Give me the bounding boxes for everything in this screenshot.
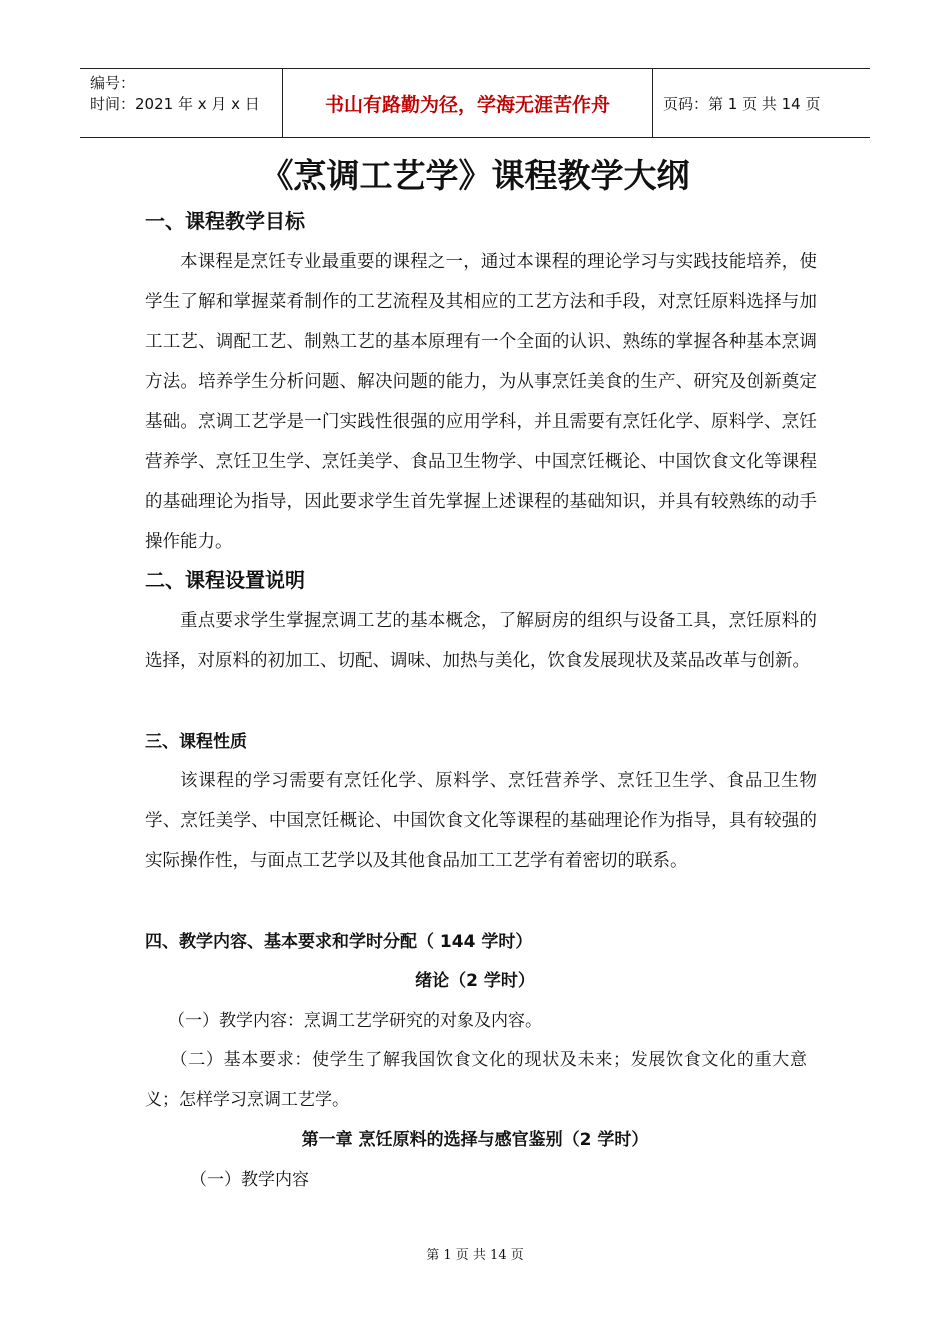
section-heading-setup: 二、课程设置说明 — [145, 568, 305, 592]
section-body-objectives: 本课程是烹饪专业最重要的课程之一，通过本课程的理论学习与实践技能培养，使学生了解和掌握菜肴制作的工艺流程及其相应的工艺方法和手段，对烹饪原料选择与加工工艺、调配工艺、制熟工艺的基本原理有一个全面的认识、熟练的掌握各种基本烹调方法。培养学生分析问题、解决问题的能力，为从事烹饪美食的生产、研究及创新奠定基础。烹调工艺学是一门实践性很强的应用学科，并且需要有烹饪化学、原料学、烹饪营养学、烹饪卫生学、烹饪美学、食品卫生物学、中国烹饪概论、中国饮食文化等课程的基础理论为指导，因此要求学生首先掌握上述课程的基础知识，并具有较熟练的动手操作能力。 — [145, 252, 817, 552]
header-page-info: 页码：第 1 页 共 14 页 — [663, 94, 821, 113]
document-time-label: 时间：2021 年 x 月 x 日 — [90, 95, 260, 113]
intro-requirements: （二）基本要求：使学生了解我国饮食文化的现状及未来；发展饮食文化的重大意义；怎样学习烹调工艺学。 — [145, 1050, 807, 1110]
document-number-label: 编号： — [90, 74, 136, 92]
section-heading-nature: 三、课程性质 — [145, 732, 247, 752]
intro-heading: 绪论（2 学时） — [415, 971, 535, 991]
page-footer: 第 1 页 共 14 页 — [426, 1248, 524, 1263]
section-body-nature: 该课程的学习需要有烹饪化学、原料学、烹饪营养学、烹饪卫生学、食品卫生物学、烹饪美学、中国烹饪概论、中国饮食文化等课程的基础理论作为指导，具有较强的实际操作性，与面点工艺学以及其他食品加工工艺学有着密切的联系。 — [145, 771, 817, 871]
section-heading-objectives: 一、课程教学目标 — [145, 209, 305, 233]
chapter1-heading: 第一章 烹饪原料的选择与感官鉴别（2 学时） — [301, 1130, 649, 1150]
header-meta-cell — [80, 69, 282, 137]
section-body-setup: 重点要求学生掌握烹调工艺的基本概念，了解厨房的组织与设备工具，烹饪原料的选择，对原料的初加工、切配、调味、加热与美化，饮食发展现状及菜品改革与创新。 — [145, 611, 817, 671]
document-header-table — [80, 68, 870, 138]
document-title: 《烹调工艺学》课程教学大纲 — [260, 156, 690, 195]
section-heading-content: 四、教学内容、基本要求和学时分配（ 144 学时） — [145, 932, 533, 952]
header-motto: 书山有路勤为径，学海无涯苦作舟 — [282, 69, 653, 137]
intro-content: （一）教学内容：烹调工艺学研究的对象及内容。 — [168, 1011, 542, 1031]
chapter1-content: （一）教学内容 — [190, 1170, 309, 1190]
